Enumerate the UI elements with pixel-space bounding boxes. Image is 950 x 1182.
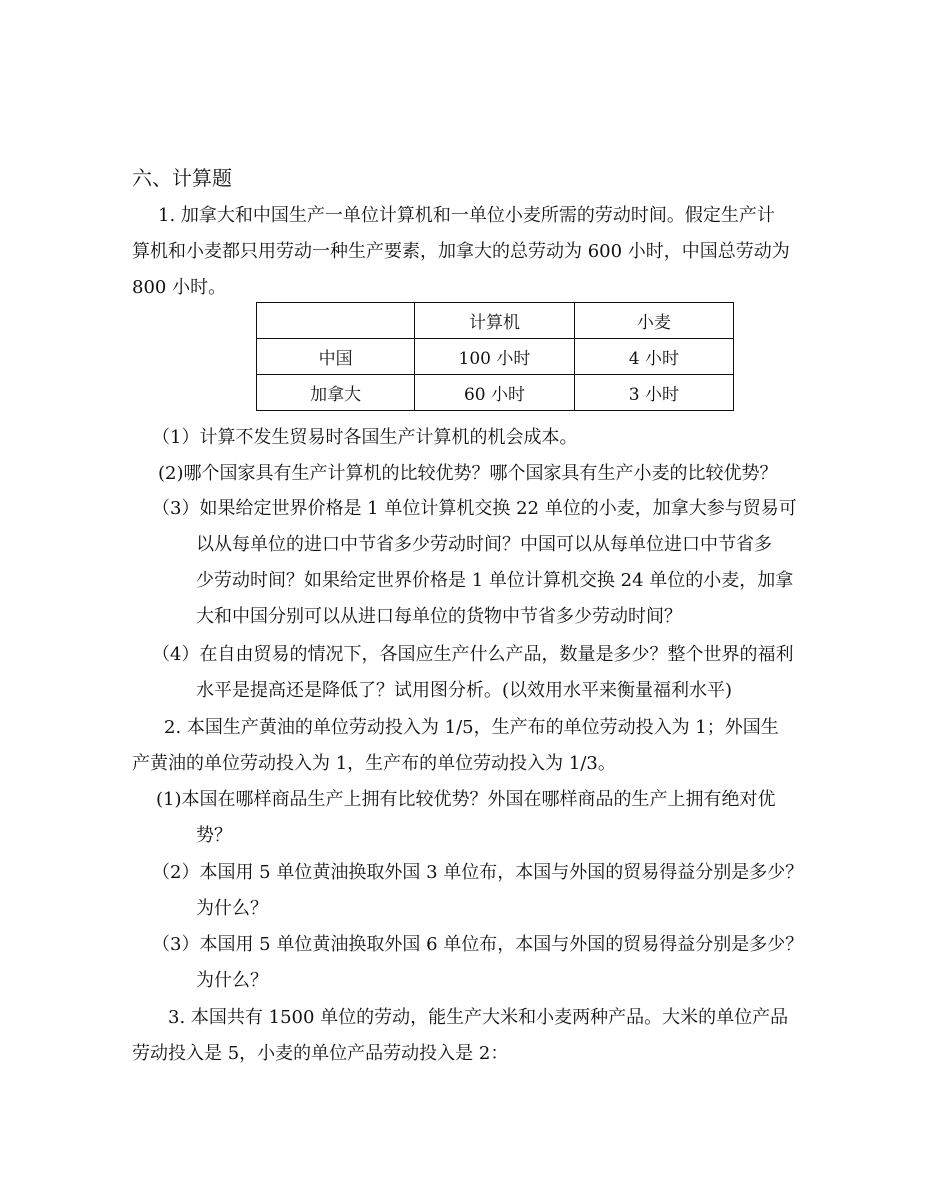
- q2-sub3-line-2: 为什么？: [196, 970, 268, 991]
- table-header-cell: 小麦: [574, 303, 733, 339]
- table-header-cell: [257, 303, 415, 339]
- q2-line-2: 产黄油的单位劳动投入为 1，生产布的单位劳动投入为 1/3。: [132, 753, 616, 774]
- q1-line-3: 800 小时。: [132, 277, 227, 298]
- table-cell: 100 小时: [415, 339, 574, 375]
- table-header-cell: 计算机: [415, 303, 574, 339]
- q1-sub3-line-4: 大和中国分别可以从进口每单位的货物中节省多少劳动时间？: [196, 606, 682, 627]
- table-cell: 4 小时: [574, 339, 733, 375]
- q2-sub1-line-1: (1)本国在哪样商品生产上拥有比较优势？外国在哪样商品的生产上拥有绝对优: [156, 789, 776, 810]
- table-row: [257, 339, 734, 375]
- section-title: 六、计算题: [132, 166, 232, 190]
- q1-sub4-line-1: （4）在自由贸易的情况下，各国应生产什么产品，数量是多少？整个世界的福利: [152, 644, 794, 665]
- q1-sub3-line-3: 少劳动时间？如果给定世界价格是 1 单位计算机交换 24 单位的小麦，加拿: [196, 570, 794, 591]
- table-cell: 3 小时: [574, 375, 733, 411]
- q1-sub1: （1）计算不发生贸易时各国生产计算机的机会成本。: [152, 427, 578, 448]
- q2-line-1: 2. 本国生产黄油的单位劳动投入为 1/5，生产布的单位劳动投入为 1；外国生: [164, 717, 779, 738]
- q2-sub2-line-1: （2）本国用 5 单位黄油换取外国 3 单位布，本国与外国的贸易得益分别是多少？: [152, 862, 804, 883]
- q1-sub3-line-1: （3）如果给定世界价格是 1 单位计算机交换 22 单位的小麦，加拿大参与贸易可: [152, 498, 797, 519]
- table-cell: 加拿大: [257, 375, 415, 411]
- table-header-row: [257, 303, 734, 339]
- q2-sub3-line-1: （3）本国用 5 单位黄油换取外国 6 单位布，本国与外国的贸易得益分别是多少？: [152, 934, 804, 955]
- table-row: [257, 375, 734, 411]
- q3-line-2: 劳动投入是 5，小麦的单位产品劳动投入是 2：: [132, 1043, 509, 1064]
- q1-line-2: 算机和小麦都只用劳动一种生产要素，加拿大的总劳动为 600 小时，中国总劳动为: [132, 241, 790, 262]
- q1-sub4-line-2: 水平是提高还是降低了？试用图分析。(以效用水平来衡量福利水平): [196, 680, 733, 701]
- table-cell: 中国: [257, 339, 415, 375]
- q2-sub2-line-2: 为什么？: [196, 898, 268, 919]
- q3-line-1: 3. 本国共有 1500 单位的劳动，能生产大米和小麦两种产品。大米的单位产品: [168, 1007, 789, 1028]
- q1-sub2: (2)哪个国家具有生产计算机的比较优势？哪个国家具有生产小麦的比较优势？: [158, 463, 778, 484]
- table-cell: 60 小时: [415, 375, 574, 411]
- q1-line-1: 1. 加拿大和中国生产一单位计算机和一单位小麦所需的劳动时间。假定生产计: [158, 205, 775, 226]
- q2-sub1-line-2: 势？: [196, 825, 232, 846]
- labor-time-table: [256, 302, 734, 411]
- q1-sub3-line-2: 以从每单位的进口中节省多少劳动时间？中国可以从每单位进口中节省多: [196, 534, 772, 555]
